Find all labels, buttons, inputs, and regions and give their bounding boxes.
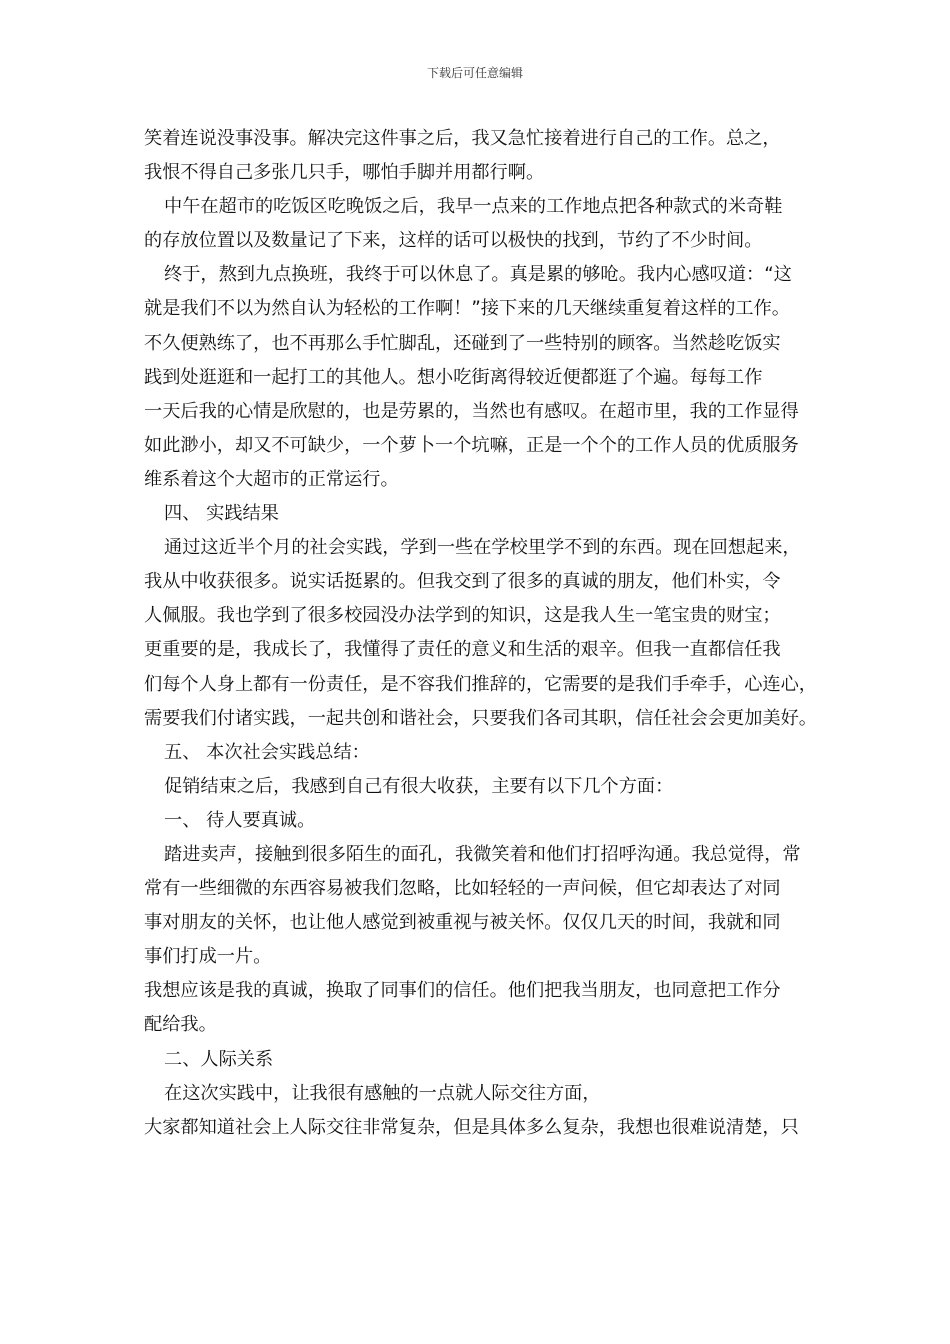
text-line: 我想应该是我的真诚，换取了同事们的信任。他们把我当朋友，也同意把工作分 [144, 980, 781, 1002]
text-line: 常有一些细微的东西容易被我们忽略，比如轻轻的一声问候，但它却表达了对同 [144, 878, 781, 900]
text-line: 就是我们不以为然自认为轻松的工作啊！”接下来的几天继续重复着这样的工作。 [144, 298, 790, 320]
text-line: 在这次实践中，让我很有感触的一点就人际交往方面， [164, 1082, 601, 1104]
text-line: 需要我们付诸实践，一起共创和谐社会，只要我们各司其职，信任社会会更加美好。 [144, 707, 817, 729]
text-line: 事们打成一片。 [144, 946, 272, 968]
text-line: 更重要的是，我成长了，我懂得了责任的意义和生活的艰辛。但我一直都信任我 [144, 639, 781, 661]
text-line: 促销结束之后，我感到自己有很大收获，主要有以下几个方面： [164, 775, 674, 797]
text-line: 们每个人身上都有一份责任，是不容我们推辞的，它需要的是我们手牵手，心连心， [144, 673, 817, 695]
text-line: 踏进卖声，接触到很多陌生的面孔，我微笑着和他们打招呼沟通。我总觉得，常 [164, 843, 801, 865]
subsection-heading: 一、 待人要真诚。 [164, 809, 316, 831]
document-body [144, 122, 817, 1145]
section-heading: 四、 实践结果 [164, 503, 279, 525]
text-line: 笑着连说没事没事。解决完这件事之后，我又急忙接着进行自己的工作。总之， [144, 128, 781, 149]
page-header: 下载后可任意编辑 [426, 66, 523, 80]
text-line: 的存放位置以及数量记了下来，这样的话可以极快的找到，节约了不少时间。 [144, 230, 763, 252]
text-line: 如此渺小，却又不可缺少，一个萝卜一个坑嘛，正是一个个的工作人员的优质服务 [144, 434, 799, 456]
text-line: 一天后我的心情是欣慰的，也是劳累的，当然也有感叹。在超市里，我的工作显得 [144, 400, 799, 422]
text-line: 终于，熬到九点换班，我终于可以休息了。真是累的够呛。我内心感叹道：“这 [164, 264, 792, 286]
text-line: 我恨不得自己多张几只手，哪怕手脚并用都行啊。 [144, 162, 545, 184]
text-line: 践到处逛逛和一起打工的其他人。想小吃街离得较近便都逛了个遍。每每工作 [144, 366, 763, 388]
text-line: 中午在超市的吃饭区吃晚饭之后，我早一点来的工作地点把各种款式的米奇鞋 [164, 196, 783, 218]
text-line: 不久便熟练了，也不再那么手忙脚乱，还碰到了一些特别的顾客。当然趁吃饭实 [144, 332, 781, 354]
text-line: 配给我。 [144, 1014, 217, 1036]
section-heading: 五、 本次社会实践总结： [164, 741, 370, 763]
text-line: 通过这近半个月的社会实践，学到一些在学校里学不到的东西。现在回想起来， [164, 537, 801, 559]
text-line: 维系着这个大超市的正常运行。 [144, 468, 399, 490]
text-line: 大家都知道社会上人际交往非常复杂，但是具体多么复杂，我想也很难说清楚，只 [144, 1116, 799, 1138]
text-line: 人佩服。我也学到了很多校园没办法学到的知识，这是我人生一笔宝贵的财宝； [144, 605, 781, 627]
subsection-heading: 二、人际关系 [164, 1048, 274, 1070]
text-line: 我从中收获很多。说实话挺累的。但我交到了很多的真诚的朋友，他们朴实，令 [144, 571, 781, 593]
text-line: 事对朋友的关怀，也让他人感觉到被重视与被关怀。仅仅几天的时间，我就和同 [144, 912, 781, 934]
